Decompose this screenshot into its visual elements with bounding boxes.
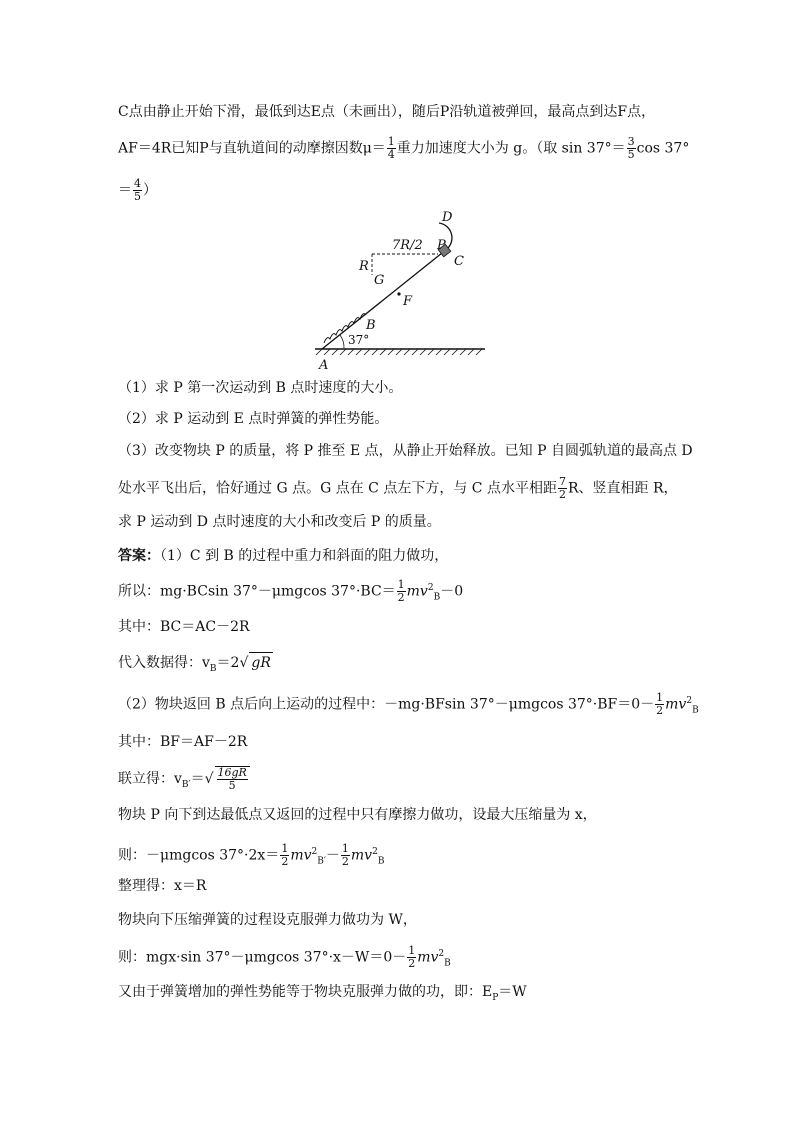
question-3-text-1: （3）改变物块 P 的质量，将 P 推至 E 点，从静止开始释放。已知 P 自圆弧轨道的最高点 D — [118, 443, 693, 459]
half-fraction: $\frac{1}{2}$ — [408, 944, 416, 971]
answer-5b: mv — [665, 696, 687, 713]
answer-10-text: 整理得：x＝R — [118, 878, 207, 894]
seven-halves-fraction: $\frac{7}{2}$ — [558, 475, 566, 501]
sup: 2 — [427, 583, 434, 593]
answer-3-text: 其中：BC＝AC－2R — [118, 619, 250, 635]
sub: B′ — [181, 779, 191, 790]
point-f — [397, 292, 400, 295]
question-3-text-3: 求 P 运动到 D 点时速度的大小和改变后 P 的质量。 — [118, 514, 441, 530]
answer-line-1 — [118, 546, 448, 566]
half-fraction: $\frac{1}{2}$ — [397, 578, 405, 605]
sub: B — [209, 663, 217, 674]
half-fraction: $\frac{1}{2}$ — [341, 842, 349, 869]
sqrt-gr: gR — [249, 652, 273, 673]
answer-12a: 则：mgx·sin 37°－μmgcos 37°·x－W＝0－ — [118, 949, 407, 966]
ground-hatching — [316, 349, 482, 355]
answer-label: 答案： — [118, 548, 160, 564]
answer-line-6 — [118, 732, 247, 752]
sup: 2 — [686, 696, 693, 706]
sub: B — [692, 705, 699, 716]
sup: 2 — [311, 847, 318, 857]
sup: 2 — [372, 847, 378, 857]
answer-11-text: 物块向下压缩弹簧的过程设克服弹力做功为 W， — [118, 912, 417, 928]
incline-track-figure — [300, 205, 500, 375]
angle-arc — [340, 335, 344, 349]
answer-line-12 — [118, 944, 451, 973]
answer-line-8 — [118, 805, 597, 825]
answer-2c: －0 — [440, 583, 464, 600]
answer-line-9 — [118, 842, 384, 871]
question-3-text-2b: R、竖直相距 R， — [567, 480, 678, 497]
answer-7b: ＝ — [190, 771, 205, 787]
intro-line-1 — [118, 102, 655, 122]
answer-12b: mv — [417, 949, 439, 966]
answer-9b: mv — [290, 847, 312, 864]
sub: P — [492, 992, 499, 1003]
label-d: D — [442, 210, 453, 225]
answer-2b: mv — [406, 583, 428, 600]
sin-fraction: $\frac{3}{5}$ — [627, 135, 635, 161]
answer-8-text: 物块 P 向下到达最低点又返回的过程中只有摩擦力做功，设最大压缩量为 x， — [118, 807, 597, 823]
answer-9c: － — [325, 847, 340, 864]
answer-1-text: （1）C 到 B 的过程中重力和斜面的阻力做功， — [160, 548, 449, 564]
question-3-line-1 — [118, 441, 693, 461]
label-c: C — [454, 254, 464, 269]
answer-13b: ＝W — [498, 984, 527, 1000]
sub: B — [444, 958, 451, 969]
answer-line-10 — [118, 876, 206, 896]
question-2-text: （2）求 P 运动到 E 点时弹簧的弹性势能。 — [118, 411, 389, 427]
sqrt-fraction: $\frac{16gR}{5}$ — [215, 766, 250, 792]
answer-line-2 — [118, 578, 463, 607]
mu-fraction: $\frac{1}{4}$ — [387, 135, 395, 161]
question-1 — [118, 378, 402, 398]
label-g: G — [374, 273, 385, 288]
answer-line-5 — [118, 691, 699, 720]
answer-13a: 又由于弹簧增加的弹性势能等于物块克服弹力做的功，即：E — [118, 984, 493, 1000]
question-3-line-2 — [118, 476, 678, 501]
answer-line-11 — [118, 910, 417, 930]
answer-4b: ＝2 — [216, 655, 240, 671]
sup: 2 — [438, 949, 445, 959]
sub: B — [433, 592, 441, 603]
label-angle: 37° — [348, 333, 370, 347]
question-1-text: （1）求 P 第一次运动到 B 点时速度的大小。 — [118, 380, 403, 396]
label-f: F — [403, 294, 413, 309]
label-a: A — [319, 358, 329, 373]
intro-text-3a: ＝ — [118, 182, 132, 199]
intro-line-3 — [118, 178, 157, 203]
cos-fraction: $\frac{4}{5}$ — [134, 177, 141, 203]
answer-line-4: 代入数据得：$v_B=2√$ gR — [118, 652, 273, 679]
intro-text-3b: ） — [143, 182, 157, 199]
answer-9d: mv — [350, 847, 373, 864]
answer-2a: 所以：mg·BCsin 37°－μmgcos 37°·BC＝ — [118, 583, 396, 600]
answer-line-7: 联立得：$v_{B'}=√$ $\frac{16gR}{5}$ — [118, 766, 251, 795]
half-fraction: $\frac{1}{2}$ — [281, 842, 289, 869]
label-b: B — [366, 318, 376, 333]
answer-line-13 — [118, 982, 527, 1008]
answer-6-text: 其中：BF＝AF－2R — [118, 734, 248, 750]
question-3-line-3 — [118, 512, 441, 532]
answer-5a: （2）物块返回 B 点后向上运动的过程中：－mg·BFsin 37°－μmgcos 37°·BF＝0－ — [118, 696, 655, 713]
intro-line-2 — [118, 136, 689, 161]
incline-track — [322, 249, 447, 349]
answer-4a: 代入数据得：v — [118, 655, 210, 671]
label-7r2: 7R/2 — [392, 238, 423, 253]
intro-text-2c: cos 37° — [636, 140, 690, 157]
sub: B′ — [317, 856, 326, 867]
question-2 — [118, 409, 388, 429]
answer-9a: 则：－μmgcos 37°·2x＝ — [118, 847, 280, 864]
label-p: P — [437, 238, 446, 253]
answer-7a: 联立得：v — [118, 771, 182, 787]
sub: B — [377, 856, 385, 867]
intro-text-2b: 重力加速度大小为 g。（取 sin 37°＝ — [396, 140, 626, 157]
label-r: R — [359, 259, 369, 274]
half-fraction: $\frac{1}{2}$ — [656, 691, 664, 718]
question-3-text-2a: 处水平飞出后，恰好通过 G 点。G 点在 C 点左下方，与 C 点水平相距 — [118, 480, 557, 497]
intro-text-2a: AF＝4R已知P与直轨道间的动摩擦因数μ＝ — [118, 140, 386, 157]
intro-text-1: C点由静止开始下滑，最低到达E点（未画出），随后P沿轨道被弹回，最高点到达F点， — [118, 104, 656, 120]
answer-line-3 — [118, 617, 250, 637]
